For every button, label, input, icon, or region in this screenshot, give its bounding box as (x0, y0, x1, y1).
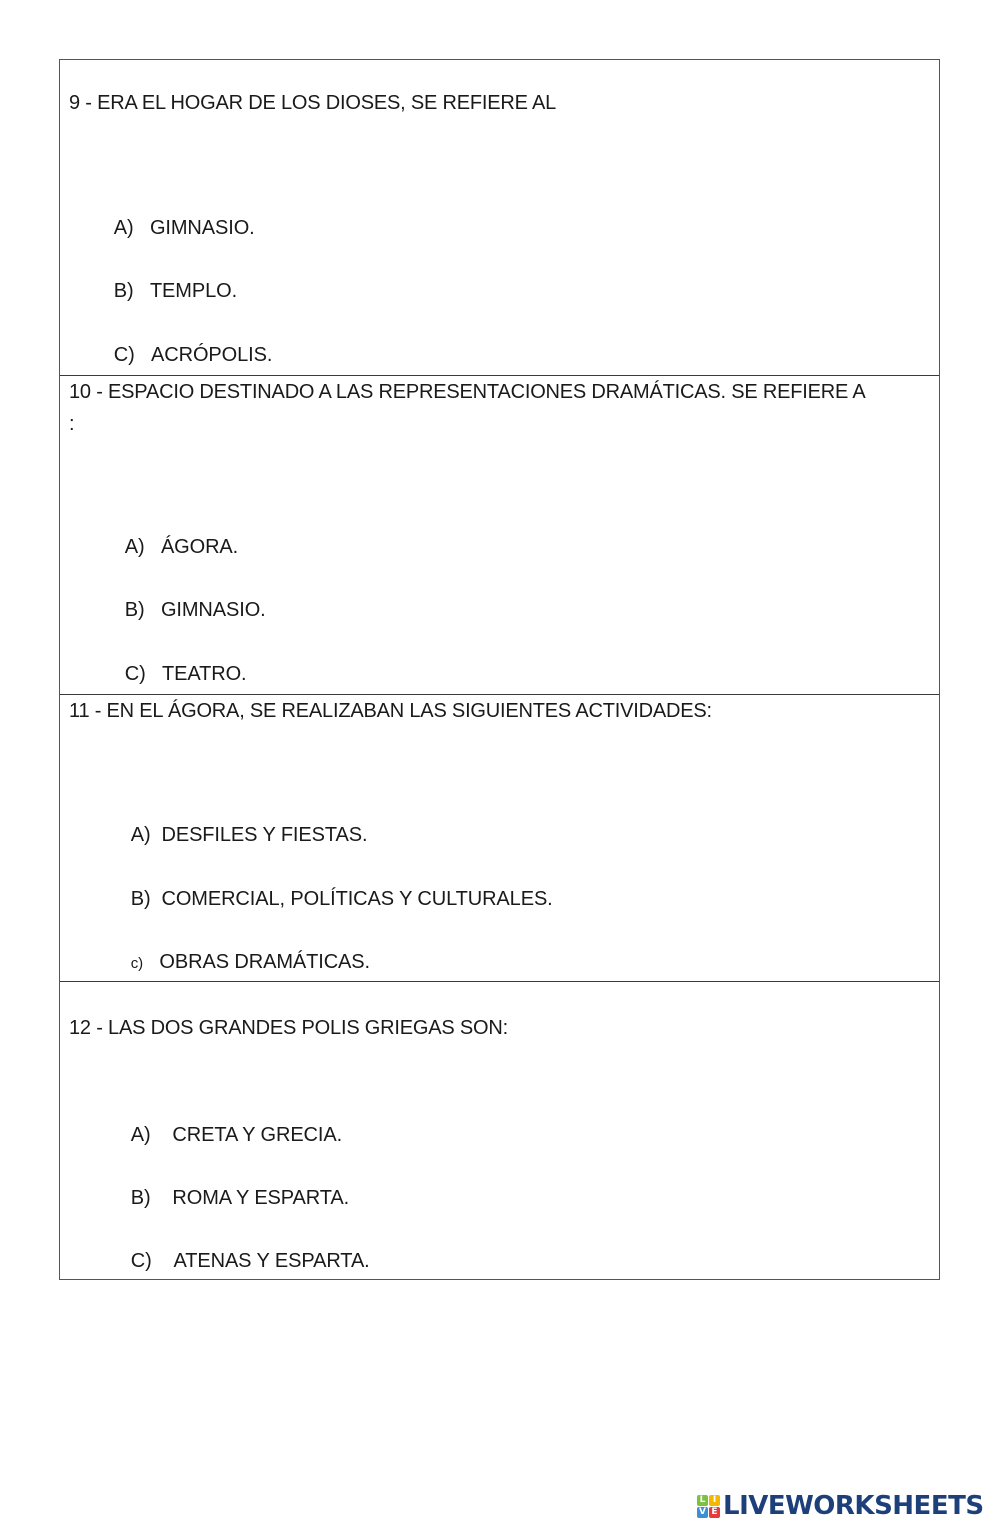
option-letter: A) (130, 824, 151, 846)
option-letter: A) (113, 217, 134, 239)
logo-block-l: L (697, 1495, 708, 1506)
option-letter: A) (130, 1124, 151, 1146)
option-letter: C) (130, 1250, 152, 1272)
option-text: ÁGORA. (160, 536, 239, 558)
option-letter: A) (124, 536, 145, 558)
option-letter: C) (113, 344, 135, 366)
option-letter: B) (124, 599, 145, 621)
logo-block-e: E (709, 1507, 720, 1518)
option-letter: B) (130, 888, 151, 910)
logo-text: LIVEWORKSHEETS (723, 1491, 984, 1521)
question-text: 12 - LAS DOS GRANDES POLIS GRIEGAS SON: (69, 1017, 508, 1039)
option-letter: B) (130, 1187, 151, 1209)
question-text: 9 - ERA EL HOGAR DE LOS DIOSES, SE REFIERE AL (69, 92, 557, 114)
option-text: ATENAS Y ESPARTA. (173, 1250, 370, 1272)
logo-block-i: I (709, 1495, 720, 1506)
option-text: GIMNASIO. (149, 217, 255, 239)
option-text: OBRAS DRAMÁTICAS. (159, 951, 370, 973)
option-text: DESFILES Y FIESTAS. (161, 824, 368, 846)
option-text: TEATRO. (162, 663, 247, 685)
question-text: 10 - ESPACIO DESTINADO A LAS REPRESENTACIONES DRAMÁTICAS. SE REFIERE A (69, 381, 866, 403)
question-cell-9 (60, 60, 939, 375)
option-text: GIMNASIO. (160, 599, 266, 621)
option-text: ACRÓPOLIS. (151, 344, 273, 366)
option-text: ROMA Y ESPARTA. (172, 1187, 350, 1209)
question-text: 11 - EN EL ÁGORA, SE REALIZABAN LAS SIGUIENTES ACTIVIDADES: (69, 700, 712, 722)
logo-blocks-icon (697, 1495, 720, 1518)
option-letter: B) (113, 280, 134, 302)
logo-block-v: V (697, 1507, 708, 1518)
question-cell-11 (60, 694, 939, 981)
question-text-continuation: : (69, 413, 75, 435)
liveworksheets-logo (697, 1491, 984, 1521)
option-text: COMERCIAL, POLÍTICAS Y CULTURALES. (161, 888, 553, 910)
option-letter: C) (124, 663, 146, 685)
questions-table (59, 59, 940, 1280)
option-text: CRETA Y GRECIA. (172, 1124, 343, 1146)
question-cell-12 (60, 981, 939, 1279)
option-letter: c) (130, 955, 144, 972)
option-text: TEMPLO. (149, 280, 238, 302)
question-cell-10 (60, 375, 939, 694)
option-c[interactable] (98, 1219, 370, 1303)
